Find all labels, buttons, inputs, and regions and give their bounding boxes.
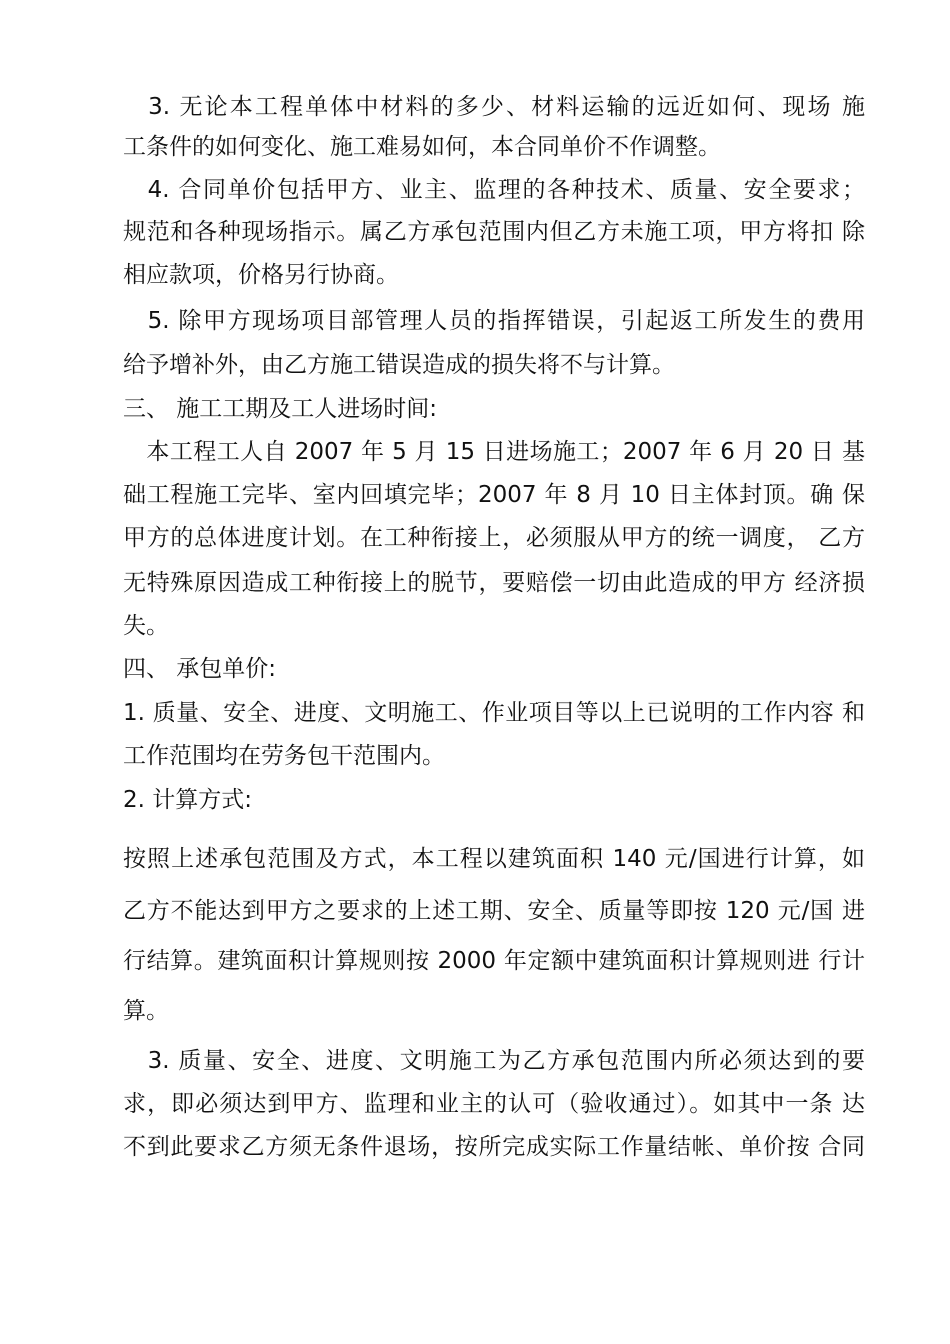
text-line: 算。 [123, 998, 169, 1024]
text-line: 3. 无论本工程单体中材料的多少、材料运输的远近如何、现场 施 [123, 94, 865, 120]
text-line: 规范和各种现场指示。属乙方承包范围内但乙方未施工项，甲方将扣 除 [123, 219, 865, 245]
text-line: 甲方的总体进度计划。在工种衔接上，必须服从甲方的统一调度， 乙方 [123, 525, 865, 551]
text-line: 行结算。建筑面积计算规则按 2000 年定额中建筑面积计算规则进 行计 [123, 948, 865, 974]
text-line: 失。 [123, 613, 169, 639]
section-heading: 四、 承包单价: [123, 656, 277, 682]
text-line: 3. 质量、安全、进度、文明施工为乙方承包范围内所必须达到的要 [123, 1048, 865, 1074]
text-line: 按照上述承包范围及方式，本工程以建筑面积 140 元/国进行计算，如 [123, 846, 865, 872]
text-line: 求，即必须达到甲方、监理和业主的认可（验收通过）。如其中一条 达 [123, 1091, 865, 1117]
text-line: 给予增补外，由乙方施工错误造成的损失将不与计算。 [123, 352, 675, 378]
text-line: 工条件的如何变化、施工难易如何，本合同单价不作调整。 [123, 134, 721, 160]
text-line: 2. 计算方式: [123, 787, 253, 813]
text-line: 1. 质量、安全、进度、文明施工、作业项目等以上已说明的工作内容 和 [123, 700, 865, 726]
text-line: 相应款项，价格另行协商。 [123, 262, 399, 288]
text-line: 5. 除甲方现场项目部管理人员的指挥错误，引起返工所发生的费用 [123, 308, 865, 334]
text-line: 无特殊原因造成工种衔接上的脱节，要赔偿一切由此造成的甲方 经济损 [123, 570, 865, 596]
text-line: 乙方不能达到甲方之要求的上述工期、安全、质量等即按 120 元/国 进 [123, 898, 865, 924]
text-line: 工作范围均在劳务包干范围内。 [123, 743, 445, 769]
text-line: 不到此要求乙方须无条件退场，按所完成实际工作量结帐、单价按 合同 [123, 1134, 865, 1160]
text-line: 4. 合同单价包括甲方、业主、监理的各种技术、质量、安全要求； [123, 177, 865, 203]
text-line: 础工程施工完毕、室内回填完毕；2007 年 8 月 10 日主体封顶。确 保 [123, 482, 865, 508]
section-heading: 三、 施工工期及工人进场时间: [123, 396, 438, 422]
text-line: 本工程工人自 2007 年 5 月 15 日进场施工；2007 年 6 月 20 日 基 [123, 439, 865, 465]
